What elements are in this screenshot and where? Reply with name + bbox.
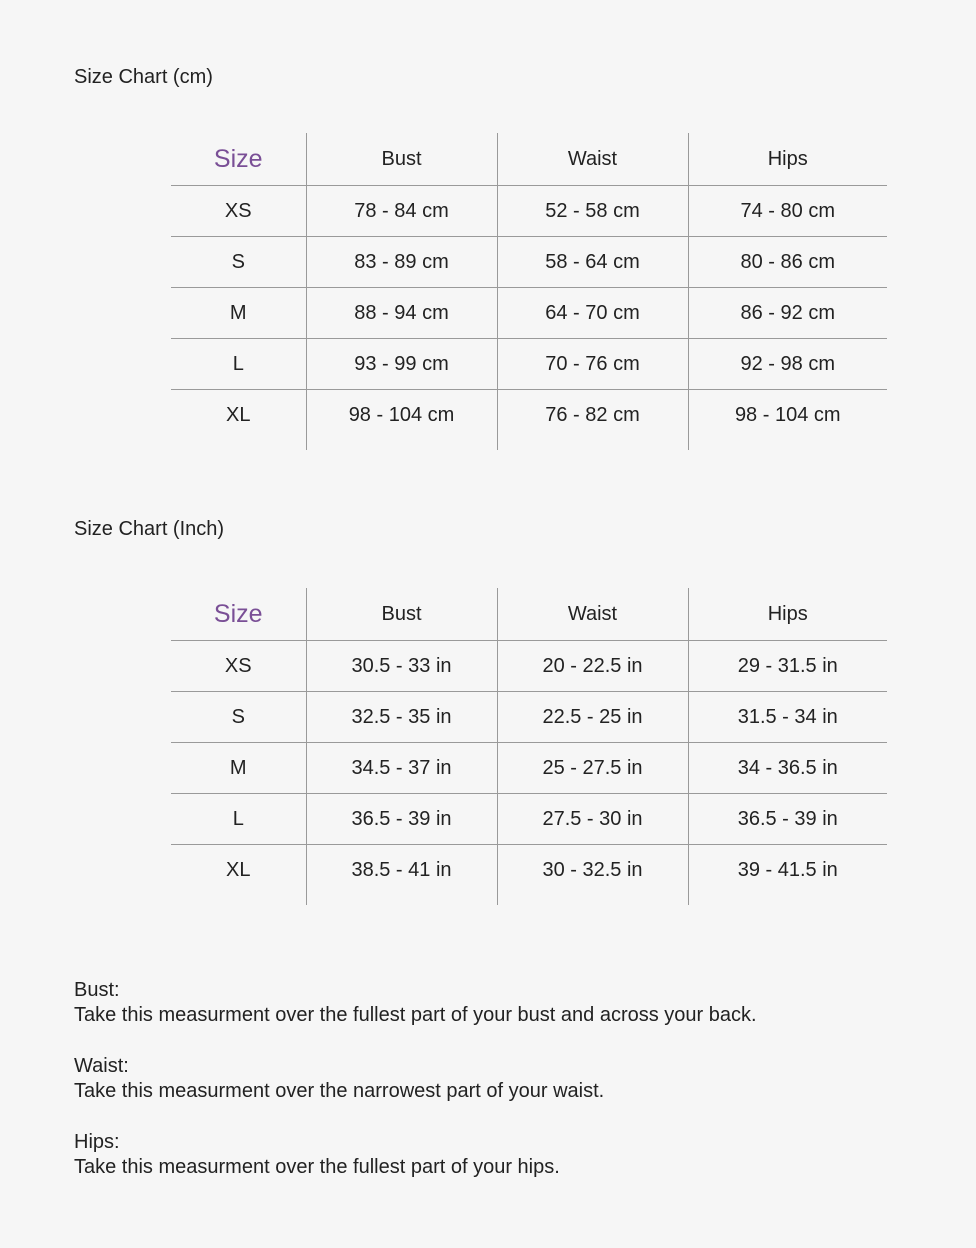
- table-header-row: [171, 133, 887, 186]
- table-row: [171, 641, 887, 692]
- bust-cell: 36.5 - 39 in: [306, 794, 497, 845]
- column-header-bust: Bust: [306, 133, 497, 186]
- waist-cell: 27.5 - 30 in: [497, 794, 688, 845]
- column-header-size: Size: [171, 133, 306, 186]
- size-chart-cm-title: Size Chart (cm): [74, 66, 213, 88]
- waist-cell: 25 - 27.5 in: [497, 743, 688, 794]
- table-row: [171, 692, 887, 743]
- size-cell: S: [171, 237, 306, 288]
- waist-cell: 52 - 58 cm: [497, 186, 688, 237]
- column-header-bust: Bust: [306, 588, 497, 641]
- size-cell: L: [171, 794, 306, 845]
- table-row: [171, 339, 887, 390]
- note-hips: [74, 1130, 934, 1180]
- hips-cell: 80 - 86 cm: [688, 237, 887, 288]
- hips-cell: 74 - 80 cm: [688, 186, 887, 237]
- column-header-hips: Hips: [688, 133, 887, 186]
- bust-cell: 93 - 99 cm: [306, 339, 497, 390]
- bust-cell: 98 - 104 cm: [306, 390, 497, 450]
- waist-cell: 64 - 70 cm: [497, 288, 688, 339]
- size-cell: XS: [171, 186, 306, 237]
- note-waist: [74, 1054, 934, 1104]
- bust-cell: 83 - 89 cm: [306, 237, 497, 288]
- note-text: Take this measurment over the fullest part of your bust and across your back.: [74, 1004, 757, 1026]
- note-label: Hips:: [74, 1131, 120, 1153]
- size-cell: XL: [226, 404, 251, 426]
- size-chart-cm-table: [171, 133, 887, 450]
- size-cell: XS: [171, 641, 306, 692]
- hips-cell: 39 - 41.5 in: [688, 845, 887, 905]
- waist-cell: 76 - 82 cm: [497, 390, 688, 450]
- table-row: [171, 743, 887, 794]
- bust-cell: 30.5 - 33 in: [306, 641, 497, 692]
- measurement-notes: [74, 978, 934, 1206]
- table-row: [171, 845, 887, 905]
- note-text: Take this measurment over the narrowest part of your waist.: [74, 1080, 605, 1102]
- column-header-waist: Waist: [497, 588, 688, 641]
- note-bust: [74, 978, 934, 1028]
- note-text: Take this measurment over the fullest part of your hips.: [74, 1156, 560, 1178]
- size-chart-inch-table: [171, 588, 887, 905]
- waist-cell: 20 - 22.5 in: [497, 641, 688, 692]
- bust-cell: 38.5 - 41 in: [306, 845, 497, 905]
- hips-cell: 36.5 - 39 in: [688, 794, 887, 845]
- size-cell: M: [171, 743, 306, 794]
- table-header-row: [171, 588, 887, 641]
- size-cell: M: [171, 288, 306, 339]
- table-row: [171, 390, 887, 450]
- column-header-hips: Hips: [688, 588, 887, 641]
- table-row: [171, 288, 887, 339]
- hips-cell: 86 - 92 cm: [688, 288, 887, 339]
- hips-cell: 92 - 98 cm: [688, 339, 887, 390]
- column-header-waist: Waist: [497, 133, 688, 186]
- bust-cell: 78 - 84 cm: [306, 186, 497, 237]
- note-label: Waist:: [74, 1055, 129, 1077]
- waist-cell: 58 - 64 cm: [497, 237, 688, 288]
- table-row: [171, 794, 887, 845]
- waist-cell: 70 - 76 cm: [497, 339, 688, 390]
- hips-cell: 31.5 - 34 in: [688, 692, 887, 743]
- size-cell: S: [171, 692, 306, 743]
- note-label: Bust:: [74, 979, 120, 1001]
- bust-cell: 88 - 94 cm: [306, 288, 497, 339]
- bust-cell: 34.5 - 37 in: [306, 743, 497, 794]
- waist-cell: 22.5 - 25 in: [497, 692, 688, 743]
- size-chart-inch-title: Size Chart (Inch): [74, 518, 225, 540]
- bust-cell: 32.5 - 35 in: [306, 692, 497, 743]
- table-row: [171, 186, 887, 237]
- hips-cell: 29 - 31.5 in: [688, 641, 887, 692]
- size-cell: L: [171, 339, 306, 390]
- waist-cell: 30 - 32.5 in: [497, 845, 688, 905]
- column-header-size: Size: [171, 588, 306, 641]
- hips-cell: 34 - 36.5 in: [688, 743, 887, 794]
- size-cell: XL: [226, 859, 251, 881]
- table-row: [171, 237, 887, 288]
- hips-cell: 98 - 104 cm: [688, 390, 887, 450]
